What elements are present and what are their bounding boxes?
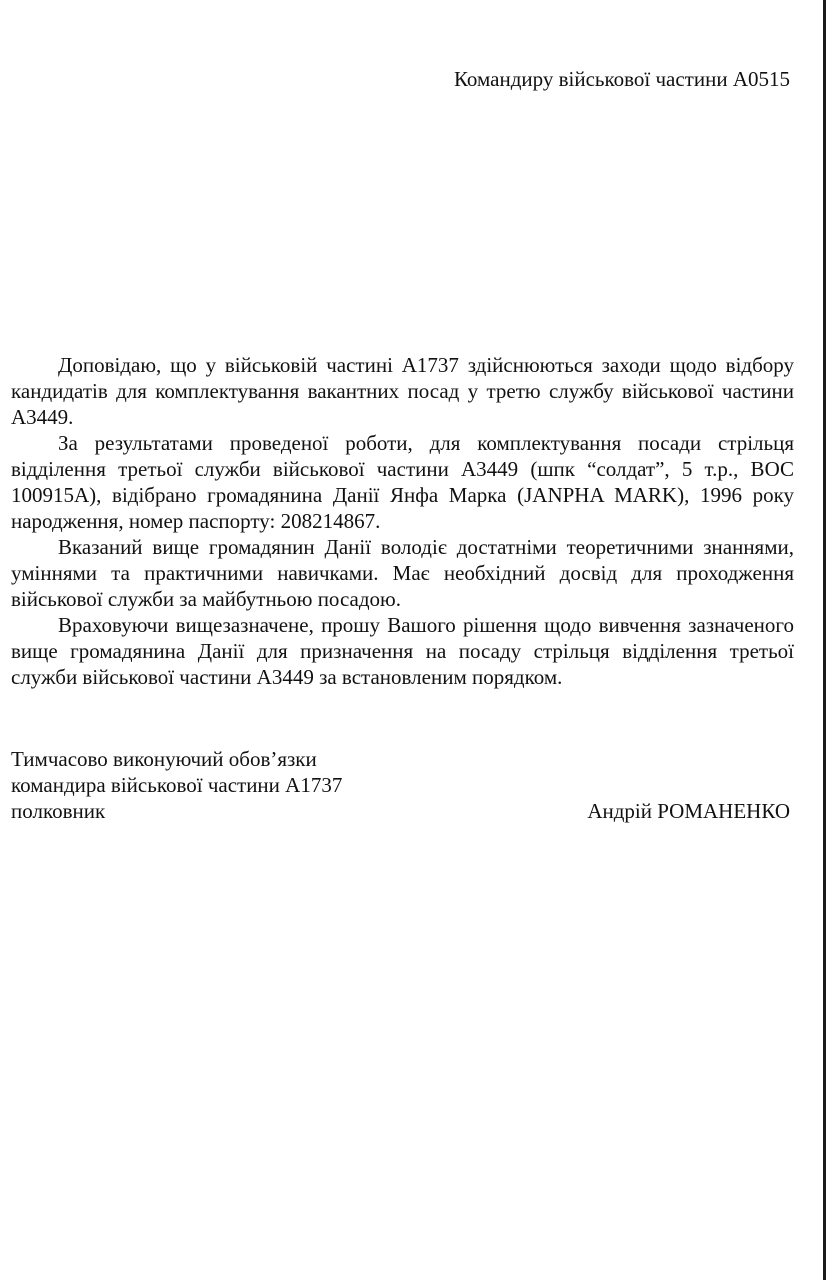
- paragraph-candidate-selection: За результатами проведеної роботи, для комплектування посади стрільця відділення третьої служби військової частини А3449 (шпк “солдат”, 5 т.р., ВОС 100915А), відібрано громадянина Данії Янфа Марка (JANPHA MARK), 1996 року народження, номер паспорту: 208214867.: [11, 431, 794, 533]
- signatory-position-line-2: командира військової частини А1737: [11, 773, 343, 797]
- addressee-line: Командиру військової частини А0515: [453, 67, 790, 91]
- signature-block: [11, 746, 794, 824]
- paragraph-candidate-qualification: Вказаний вище громадянин Данії володіє достатніми теоретичними знаннями, уміннями та практичними навичками. Має необхідний досвід для проходження військової служби за майбутньою посадою.: [11, 535, 794, 611]
- signatory-rank-name-row: [11, 798, 794, 824]
- signatory-position-line-1: Тимчасово виконуючий обов’язки: [11, 747, 317, 771]
- paragraph-request: Враховуючи вищезазначене, прошу Вашого рішення щодо вивчення зазначеного вище громадянина Данії для призначення на посаду стрільця відділення третьої служби військової частини А3449 за встановленим порядком.: [11, 613, 794, 689]
- report-body: [11, 352, 794, 690]
- signatory-name: Андрій РОМАНЕНКО: [587, 799, 790, 823]
- paragraph-report-intro: Доповідаю, що у військовій частині А1737 здійснюються заходи щодо відбору кандидатів для комплектування вакантних посад у третю службу військової частини А3449.: [11, 353, 794, 429]
- signatory-rank: полковник: [11, 799, 106, 823]
